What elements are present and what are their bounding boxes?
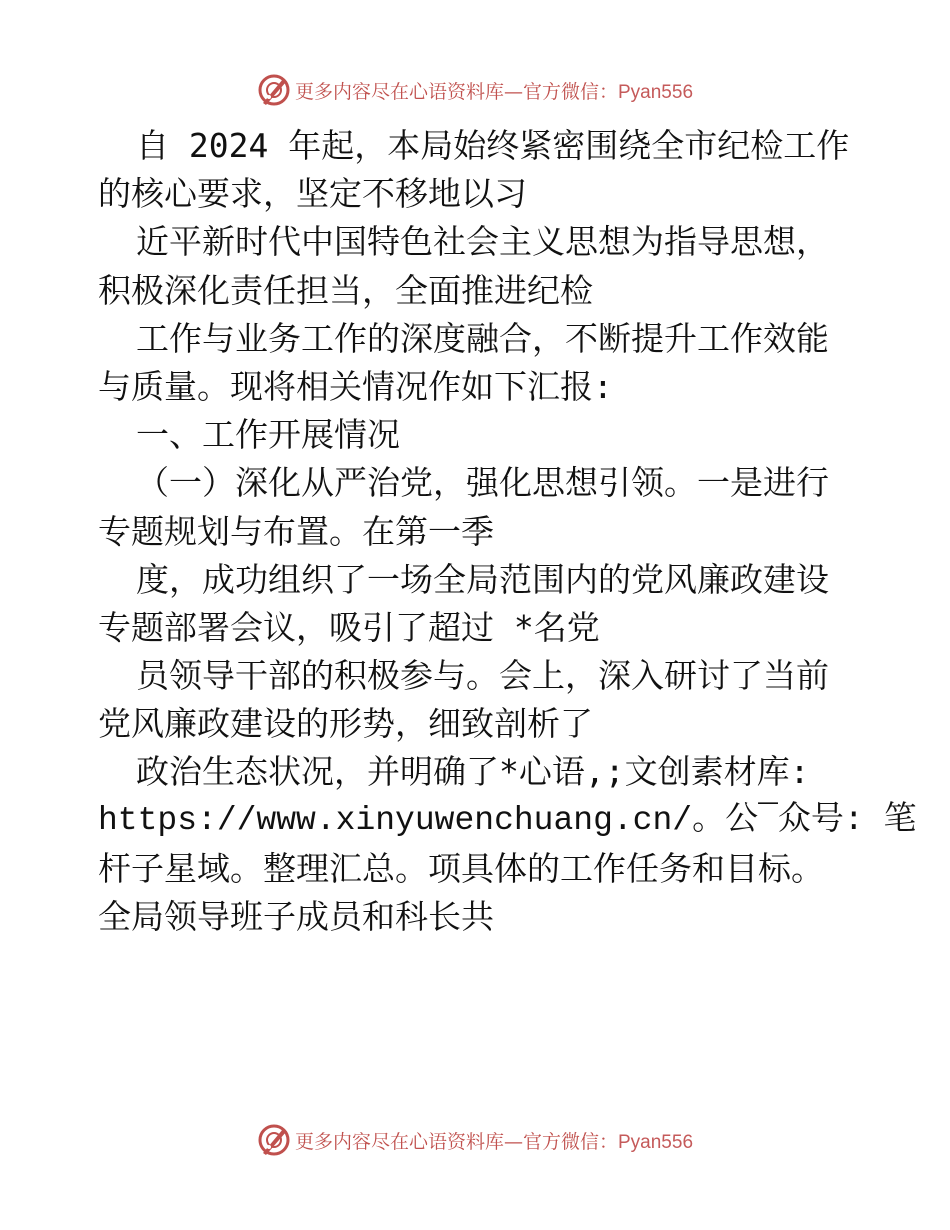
header-banner-handle: Pyan556 — [618, 81, 694, 103]
pen-logo-icon — [257, 1123, 291, 1157]
footer-banner-text: 更多内容尽在心语资料库—官方微信：Pyan556 — [294, 1130, 694, 1153]
body-line-1: 自 2024 年起，本局始终紧密围绕全市纪检工作 — [136, 126, 850, 165]
body-line-4: 积极深化责任担当，全面推进纪检 — [98, 270, 593, 310]
body-line-16: 杆子星域。整理汇总。项具体的工作任务和目标。 — [98, 848, 824, 888]
body-line-6: 与质量。现将相关情况作如下汇报: — [98, 366, 613, 406]
body-line-14: 政治生态状况，并明确了*心语,;文创素材库: — [136, 752, 810, 792]
body-line-9: 专题规划与布置。在第一季 — [98, 511, 494, 551]
body-line-5: 工作与业务工作的深度融合，不断提升工作效能 — [136, 318, 829, 358]
body-line-url: https://www.xinyuwenchuang.cn/。公¯众号: 笔 — [98, 801, 917, 839]
body-line-3: 近平新时代中国特色社会主义思想为指导思想， — [136, 222, 829, 262]
footer-banner-handle: Pyan556 — [618, 1131, 694, 1153]
section-heading: 一、工作开展情况 — [136, 415, 400, 455]
body-line-11: 专题部署会议，吸引了超过 *名党 — [98, 607, 600, 647]
body-line-10: 度，成功组织了一场全局范围内的党风廉政建设 — [136, 559, 829, 599]
header-banner-text: 更多内容尽在心语资料库—官方微信：Pyan556 — [294, 80, 694, 103]
footer-banner — [0, 1120, 950, 1160]
body-line-12: 员领导干部的积极参与。会上，深入研讨了当前 — [136, 656, 829, 696]
body-line-2: 的核心要求，坚定不移地以习 — [98, 174, 527, 214]
document-body — [98, 122, 917, 941]
body-line-13: 党风廉政建设的形势，细致剖析了 — [98, 704, 593, 744]
pen-logo-icon — [257, 73, 291, 107]
body-line-8: （一）深化从严治党，强化思想引领。一是进行 — [136, 463, 829, 503]
header-banner — [0, 70, 950, 110]
body-line-17: 全局领导班子成员和科长共 — [98, 897, 494, 936]
